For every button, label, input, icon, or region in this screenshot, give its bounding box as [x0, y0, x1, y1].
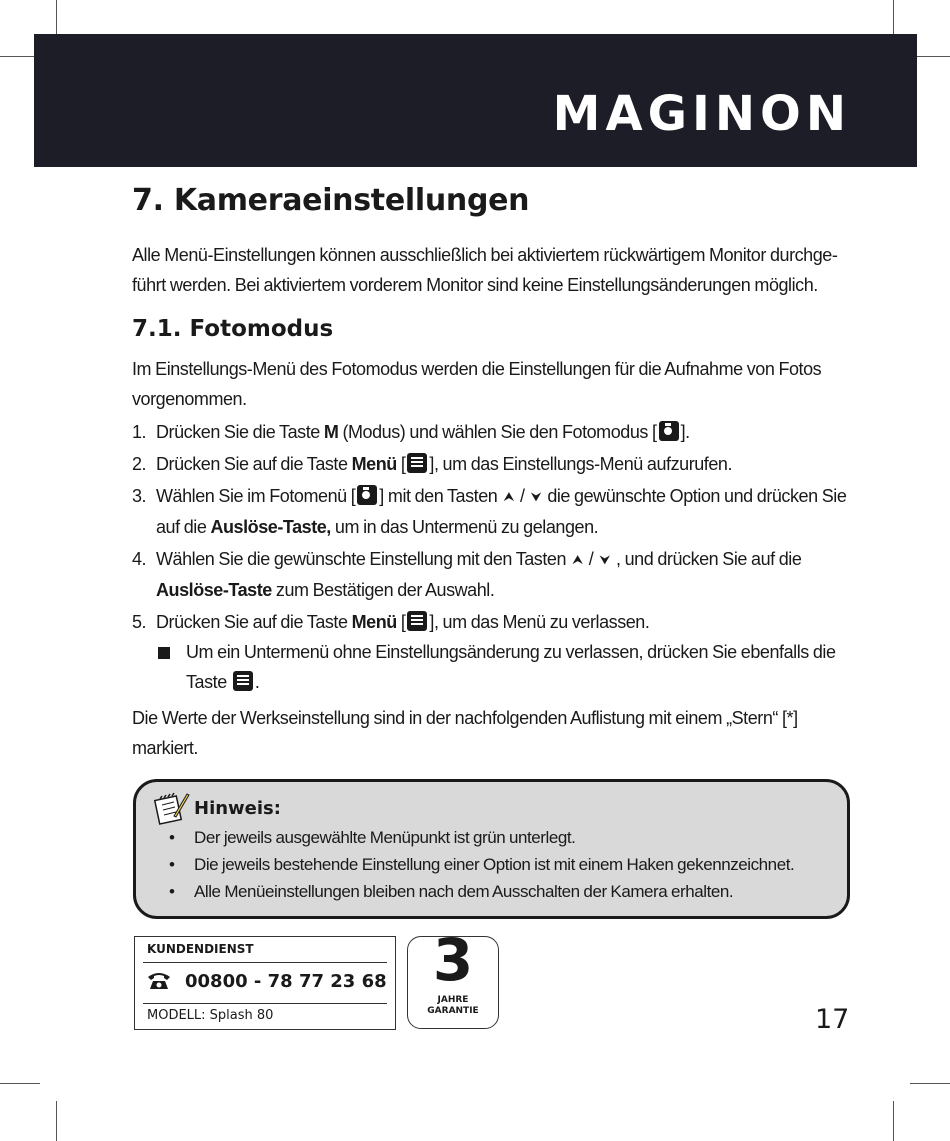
menu-list-icon	[407, 453, 427, 473]
hint-item: • Alle Menüeinstellungen bleiben nach dem Ausschalten der Kamera erhalten.	[166, 878, 794, 905]
factory-default-note	[132, 703, 848, 763]
arrow-up-icon: ⮝	[503, 489, 514, 504]
sub-text: .	[254, 672, 260, 692]
customer-service-box	[134, 936, 396, 1030]
camera-icon	[659, 421, 679, 441]
hint-item: • Der jeweils ausgewählte Menüpunkt ist grün unterlegt.	[166, 824, 794, 851]
telephone-icon	[147, 971, 171, 991]
key-label: Auslöse-Taste	[156, 580, 272, 600]
step-number: 2.	[132, 454, 147, 474]
menu-list-icon	[407, 611, 427, 631]
warranty-line: JAHRE	[437, 995, 469, 1005]
step-text: ].	[680, 422, 690, 442]
brand-logo: MAGINON	[552, 86, 851, 142]
crop-mark	[910, 1083, 950, 1084]
key-label: Auslöse-Taste,	[210, 517, 331, 537]
step-text: die gewünschte Option und drücken Sie	[543, 486, 847, 506]
square-bullet-icon	[158, 647, 170, 659]
step-5	[132, 607, 852, 637]
intro-line: Alle Menü-Einstellungen können ausschließlich bei aktiviertem rückwärtigem Monitor durchge-	[132, 245, 838, 265]
step-text: ] mit den Tasten	[379, 486, 502, 506]
step-text: [	[396, 612, 406, 632]
step-3	[132, 481, 852, 542]
arrow-down-icon: ⮟	[599, 552, 610, 567]
warranty-badge	[407, 926, 499, 1029]
camera-icon	[357, 485, 377, 505]
step-text: /	[516, 486, 529, 506]
sub-text: Taste	[186, 672, 231, 692]
step-text: um in das Untermenü zu gelangen.	[330, 517, 599, 537]
warranty-line: GARANTIE	[427, 1006, 479, 1016]
step-text: ], um das Einstellungs-Menü aufzurufen.	[429, 454, 733, 474]
outro-line: Die Werte der Werkseinstellung sind in der nachfolgenden Auflistung mit einem „Stern“ [*]	[132, 708, 798, 728]
notepad-pencil-icon	[154, 790, 190, 826]
step-number: 4.	[132, 549, 147, 569]
hint-box	[133, 779, 850, 919]
hint-title: Hinweis:	[194, 798, 281, 819]
step-number: 3.	[132, 486, 147, 506]
crop-mark	[893, 1101, 894, 1141]
page-number: 17	[815, 1004, 850, 1035]
step-text: [	[396, 454, 406, 474]
step-text: zum Bestätigen der Auswahl.	[271, 580, 495, 600]
hint-list	[166, 824, 794, 905]
outro-line: markiert.	[132, 738, 198, 758]
subsection-title: 7.1. Fotomodus	[132, 316, 334, 342]
model-name: MODELL: Splash 80	[147, 1008, 274, 1023]
key-label: M	[323, 422, 339, 442]
step-text: /	[584, 549, 598, 569]
step-text: Wählen Sie die gewünschte Einstellung mit den Tasten	[156, 549, 571, 569]
divider	[143, 1003, 387, 1004]
service-label: KUNDENDIENST	[147, 942, 254, 956]
sub-bullet	[132, 637, 852, 697]
step-text: Drücken Sie auf die Taste	[156, 454, 352, 474]
key-label: Menü	[351, 612, 397, 632]
step-number: 5.	[132, 612, 147, 632]
subsection-intro	[132, 354, 848, 414]
intro-line: Im Einstellungs-Menü des Fotomodus werden die Einstellungen für die Aufnahme von Fotos	[132, 359, 822, 379]
header-banner	[34, 34, 917, 167]
crop-mark	[0, 1083, 40, 1084]
hint-item: • Die jeweils bestehende Einstellung einer Option ist mit einem Haken gekennzeichnet.	[166, 851, 794, 878]
step-4	[132, 544, 852, 605]
step-2	[132, 449, 852, 479]
sub-text: Um ein Untermenü ohne Einstellungsänderung zu verlassen, drücken Sie ebenfalls die	[186, 642, 836, 662]
step-number: 1.	[132, 422, 147, 442]
key-label: Menü	[351, 454, 397, 474]
divider	[143, 962, 387, 963]
arrow-up-icon: ⮝	[572, 552, 583, 567]
step-text: , und drücken Sie auf die	[611, 549, 802, 569]
warranty-years: 3	[432, 926, 474, 994]
step-text: Drücken Sie auf die Taste	[156, 612, 352, 632]
step-text: ], um das Menü zu verlassen.	[429, 612, 650, 632]
intro-line: führt werden. Bei aktiviertem vorderem Monitor sind keine Einstellungsänderungen möglich.	[132, 275, 818, 295]
section-title: 7. Kameraeinstellungen	[132, 183, 530, 218]
menu-list-icon	[233, 671, 253, 691]
arrow-down-icon: ⮟	[530, 489, 542, 504]
crop-mark	[56, 1101, 57, 1141]
step-text: auf die	[156, 517, 211, 537]
step-text: Drücken Sie die Taste	[156, 422, 324, 442]
steps-list	[132, 417, 852, 697]
service-phone: 00800 - 78 77 23 68	[185, 971, 387, 992]
step-1	[132, 417, 852, 447]
intro-line: vorgenommen.	[132, 389, 247, 409]
warranty-label	[408, 995, 498, 1017]
step-text: (Modus) und wählen Sie den Fotomodus [	[338, 422, 657, 442]
section-intro	[132, 240, 848, 300]
step-text: Wählen Sie im Fotomenü [	[156, 486, 356, 506]
